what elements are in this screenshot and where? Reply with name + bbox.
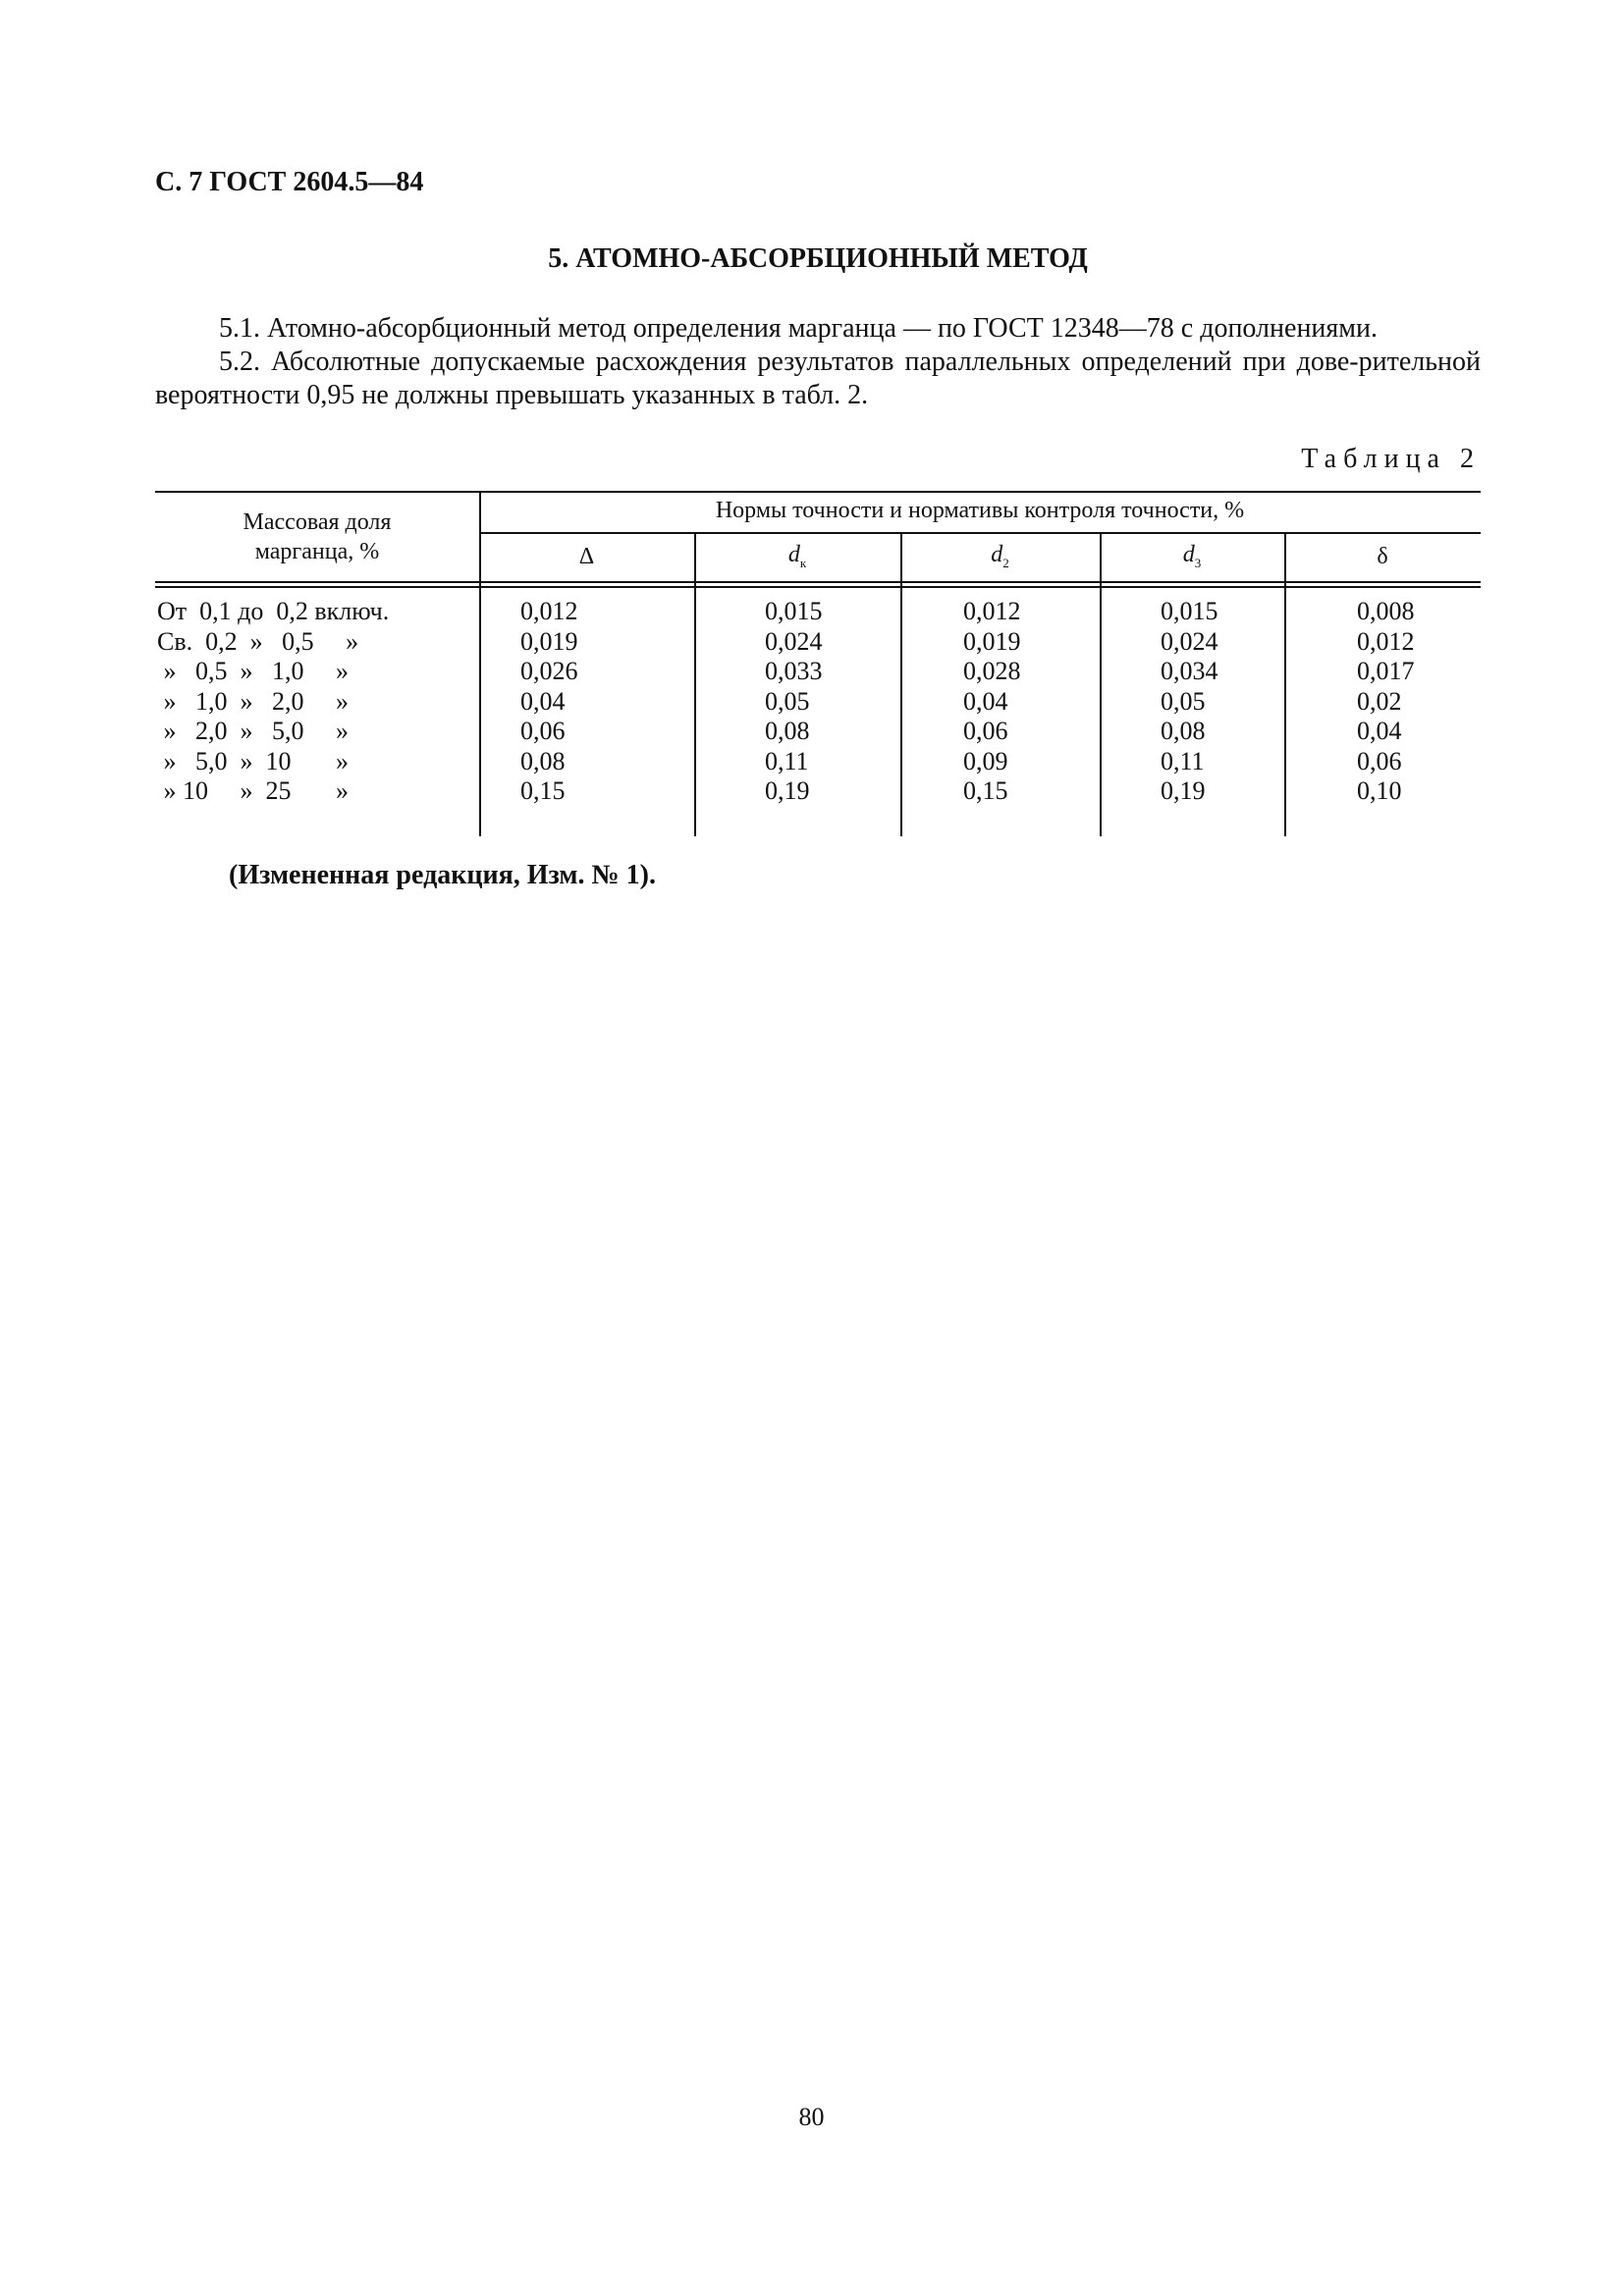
range-cell: » 10 » 25 » [157, 776, 349, 805]
value-cell: 0,08 [520, 746, 566, 775]
value-cell: 0,11 [765, 746, 809, 775]
col-header-line: марганца, % [254, 539, 380, 564]
table-caption: Таблица 2 [1301, 444, 1481, 474]
value-cell: 0,09 [963, 746, 1008, 775]
value-cell: 0,012 [963, 597, 1021, 625]
amendment-note: (Измененная редакция, Изм. № 1). [229, 860, 656, 890]
range-cell: От 0,1 до 0,2 включ. [157, 597, 390, 625]
section-title: 5. АТОМНО-АБСОРБЦИОННЫЙ МЕТОД [548, 243, 1088, 274]
delta-column [520, 597, 578, 807]
col-header-line: Массовая доля [243, 509, 392, 535]
value-cell: 0,015 [1161, 597, 1218, 625]
range-column [157, 597, 477, 807]
symbol-subscript: к [799, 555, 807, 570]
value-cell: 0,015 [765, 597, 823, 625]
value-cell: 0,024 [1161, 626, 1218, 656]
range-cell: Св. 0,2 » 0,5 » [157, 626, 359, 656]
symbol-subscript: 2 [1002, 555, 1009, 570]
col-header-delta: Δ [578, 544, 595, 569]
d3-column [1161, 597, 1218, 807]
value-cell: 0,10 [1357, 776, 1402, 805]
col-header-dk [694, 540, 900, 578]
value-cell: 0,019 [963, 626, 1021, 656]
symbol: d [787, 542, 800, 567]
range-cell: » 1,0 » 2,0 » [157, 686, 349, 716]
symbol-subscript: 3 [1194, 555, 1202, 570]
paragraph-5-1: 5.1. Атомно-абсорбционный метод определения марганца — по ГОСТ 12348—78 с дополнениями. [219, 313, 1378, 344]
value-cell: 0,05 [765, 686, 810, 716]
value-cell: 0,15 [963, 776, 1008, 805]
page-header: С. 7 ГОСТ 2604.5—84 [155, 167, 424, 197]
value-cell: 0,04 [1357, 717, 1402, 745]
table-col-divider [1284, 532, 1286, 836]
value-cell: 0,012 [1357, 626, 1415, 656]
value-cell: 0,04 [520, 686, 566, 716]
col-header-d3 [1100, 540, 1284, 578]
value-cell: 0,05 [1161, 686, 1206, 716]
value-cell: 0,008 [1357, 597, 1415, 625]
col-header-mass-fraction [155, 507, 479, 566]
value-cell: 0,19 [765, 776, 810, 805]
value-cell: 0,15 [520, 776, 566, 805]
table-header-rule-2 [155, 586, 1481, 588]
value-cell: 0,19 [1161, 776, 1206, 805]
value-cell: 0,024 [765, 626, 823, 656]
value-cell: 0,02 [1357, 686, 1402, 716]
dk-column [765, 597, 823, 807]
range-cell: » 0,5 » 1,0 » [157, 657, 349, 685]
value-cell: 0,033 [765, 657, 823, 685]
value-cell: 0,019 [520, 626, 578, 656]
range-cell: » 5,0 » 10 » [157, 746, 349, 775]
value-cell: 0,08 [1161, 717, 1206, 745]
table-header-rule-1 [155, 581, 1481, 583]
value-cell: 0,012 [520, 597, 578, 625]
d2-column [963, 597, 1021, 807]
table-top-rule [155, 491, 1481, 493]
value-cell: 0,034 [1161, 657, 1218, 685]
range-cell: » 2,0 » 5,0 » [157, 717, 349, 745]
value-cell: 0,06 [520, 717, 566, 745]
page-number: 80 [798, 2103, 825, 2131]
symbol: d [991, 542, 1003, 567]
symbol: d [1182, 542, 1195, 567]
table-subheader-rule [479, 532, 1481, 534]
group-header-accuracy: Нормы точности и нормативы контроля точности, % [715, 498, 1245, 523]
value-cell: 0,06 [1357, 746, 1402, 775]
paragraph-5-2: 5.2. Абсолютные допускаемые расхождения результатов параллельных определений при дове-рительной вероятности 0,95 не должны превышать указанных в табл. 2. [155, 347, 1481, 410]
col-header-d2 [900, 540, 1100, 578]
col-header-small-delta: δ [1377, 544, 1388, 569]
accuracy-table [155, 491, 1481, 836]
value-cell: 0,06 [963, 717, 1008, 745]
small-delta-column [1357, 597, 1415, 807]
value-cell: 0,017 [1357, 657, 1415, 685]
value-cell: 0,04 [963, 686, 1008, 716]
value-cell: 0,08 [765, 717, 810, 745]
value-cell: 0,026 [520, 657, 578, 685]
value-cell: 0,11 [1161, 746, 1205, 775]
value-cell: 0,028 [963, 657, 1021, 685]
